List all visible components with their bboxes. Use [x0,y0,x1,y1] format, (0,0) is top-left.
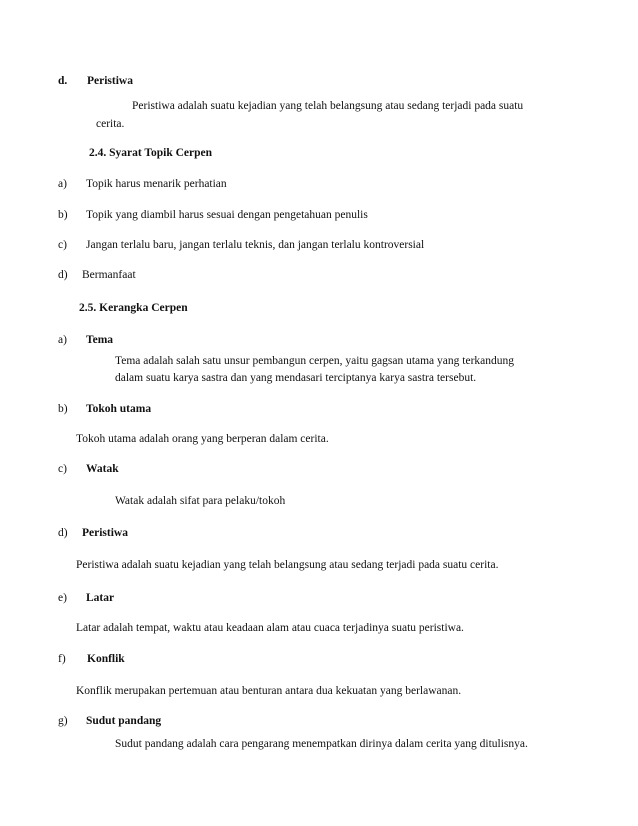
list-marker: a) [58,178,67,190]
list-marker: c) [58,463,67,475]
item-heading: Peristiwa [82,527,128,539]
section-title: 2.5. Kerangka Cerpen [79,302,188,314]
item-heading: Tokoh utama [86,403,152,415]
section-heading: Peristiwa [87,75,133,87]
list-item-text: Jangan terlalu baru, jangan terlalu teknis, dan jangan terlalu kontroversial [86,239,425,251]
item-heading: Watak [86,463,119,475]
list-marker: b) [58,209,68,221]
list-marker: d) [58,527,68,539]
list-marker: b) [58,403,68,415]
paragraph-line: dalam suatu karya sastra dan yang mendasari terciptanya karya sastra tersebut. [115,372,477,384]
paragraph-line: Tema adalah salah satu unsur pembangun cerpen, yaitu gagsan utama yang terkandung [115,355,515,367]
paragraph-line: Latar adalah tempat, waktu atau keadaan alam atau cuaca terjadinya suatu peristiwa. [76,622,464,634]
paragraph-line: Watak adalah sifat para pelaku/tokoh [115,495,286,507]
list-marker: d) [58,269,68,281]
list-marker: f) [58,653,66,665]
list-marker: a) [58,334,67,346]
item-heading: Konflik [87,653,125,665]
paragraph-line: Tokoh utama adalah orang yang berperan dalam cerita. [76,433,329,445]
section-title: 2.4. Syarat Topik Cerpen [89,147,213,159]
item-heading: Sudut pandang [86,715,162,727]
paragraph-line: Peristiwa adalah suatu kejadian yang telah belangsung atau sedang terjadi pada suatu [132,100,524,112]
list-item-text: Topik yang diambil harus sesuai dengan pengetahuan penulis [86,209,368,221]
list-marker: e) [58,592,67,604]
list-marker: g) [58,715,68,727]
item-heading: Latar [86,592,115,604]
list-item-text: Topik harus menarik perhatian [86,178,227,190]
paragraph-line: Sudut pandang adalah cara pengarang menempatkan dirinya dalam cerita yang ditulisnya. [115,738,528,750]
paragraph-line: Peristiwa adalah suatu kejadian yang telah belangsung atau sedang terjadi pada suatu cerita. [76,559,499,571]
paragraph-line: Konflik merupakan pertemuan atau benturan antara dua kekuatan yang berlawanan. [76,685,462,697]
list-marker: c) [58,239,67,251]
list-marker: d. [58,75,68,87]
list-item-text: Bermanfaat [82,269,136,281]
item-heading: Tema [86,334,114,346]
paragraph-line: cerita. [96,118,125,130]
